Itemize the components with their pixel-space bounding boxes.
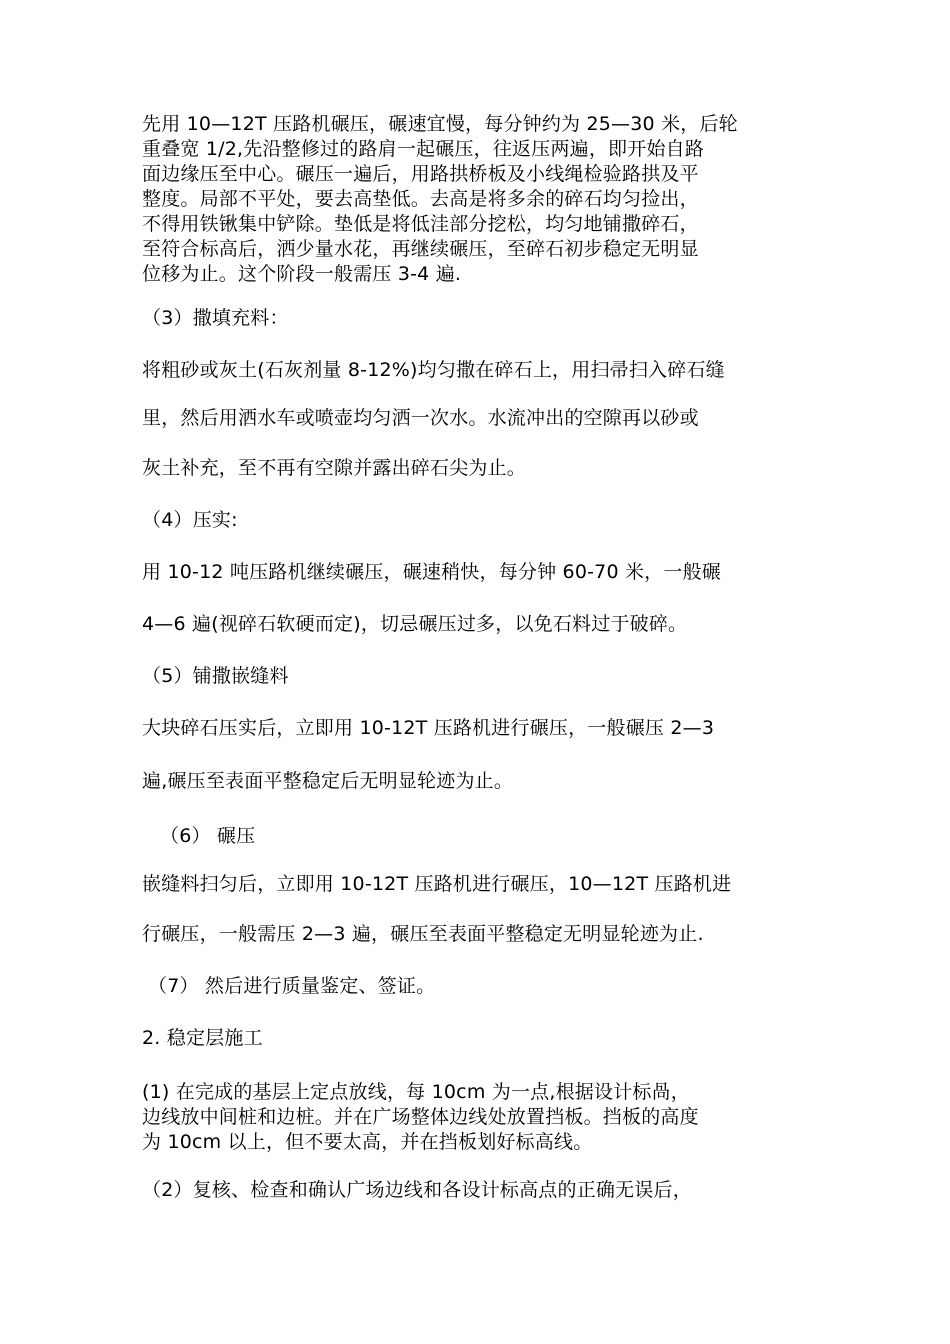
paragraph-line: 为 10cm 以上，但不要太高，并在挡板划好标高线。	[142, 1131, 593, 1153]
paragraph-line: （2）复核、检查和确认广场边线和各设计标高点的正确无误后，	[142, 1179, 692, 1201]
section-heading: （6） 碾压	[160, 825, 256, 847]
paragraph-line: 将粗砂或灰土(石灰剂量 8-12%)均匀撒在碎石上，用扫帚扫入碎石缝	[142, 359, 725, 381]
paragraph-line: 边线放中间桩和边桩。并在广场整体边线处放置挡板。挡板的高度	[142, 1106, 699, 1128]
paragraph-line: 嵌缝料扫匀后，立即用 10-12T 压路机进行碾压，10—12T 压路机进	[142, 873, 732, 895]
paragraph-line: 遍,碾压至表面平整稳定后无明显轮迹为止。	[142, 770, 514, 792]
paragraph-line: 用 10-12 吨压路机继续碾压，碾速稍快，每分钟 60-70 米，一般碾	[142, 561, 721, 583]
section-heading: （7） 然后进行质量鉴定、签证。	[148, 975, 436, 997]
paragraph-line: 不得用铁锹集中铲除。垫低是将低洼部分挖松，均匀地铺撒碎石，	[142, 213, 699, 235]
paragraph-line: 4—6 遍(视碎石软硬而定)，切忌碾压过多，以免石料过于破碎。	[142, 613, 688, 635]
section-heading: （4）压实:	[142, 509, 238, 531]
paragraph-line: 灰土补充，至不再有空隙并露出碎石尖为止。	[142, 457, 527, 479]
paragraph-line: 行碾压，一般需压 2—3 遍，碾压至表面平整稳定无明显轮迹为止.	[142, 923, 704, 945]
paragraph-line: 先用 10—12T 压路机碾压，碾速宜慢，每分钟约为 25—30 米，后轮	[142, 113, 738, 135]
paragraph-line: 整度。局部不平处，要去高垫低。去高是将多余的碎石均匀捡出，	[142, 188, 699, 210]
paragraph-line: 位移为止。这个阶段一般需压 3-4 遍.	[142, 263, 462, 285]
paragraph-line: (1) 在完成的基层上定点放线，每 10cm 为一点,根据设计标咼，	[142, 1081, 691, 1103]
section-heading: （5）铺撒嵌缝料	[142, 665, 289, 687]
section-heading: 2. 稳定层施工	[142, 1027, 263, 1049]
section-heading: （3）撒填充料：	[142, 307, 289, 329]
paragraph-line: 至符合标高后，洒少量水花，再继续碾压，至碎石初步稳定无明显	[142, 238, 699, 260]
paragraph-line: 面边缘压至中心。碾压一遍后，用路拱桥板及小线绳检验路拱及平	[142, 163, 699, 185]
paragraph-line: 重叠宽 1/2,先沿整修过的路肩一起碾压，往返压两遍，即开始自路	[142, 138, 705, 160]
paragraph-line: 大块碎石压实后，立即用 10-12T 压路机进行碾压，一般碾压 2—3	[142, 717, 715, 739]
paragraph-line: 里，然后用洒水车或喷壶均匀洒一次水。水流冲出的空隙再以砂或	[142, 407, 699, 429]
